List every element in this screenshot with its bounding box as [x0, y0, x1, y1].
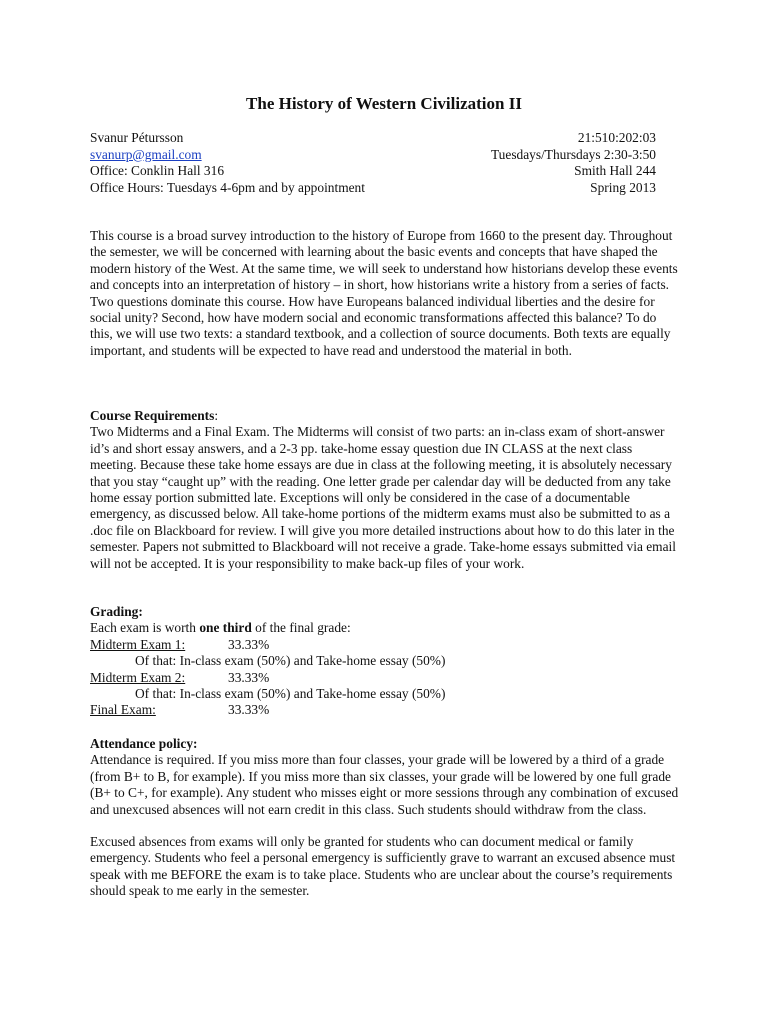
attendance-paragraph: Attendance is required. If you miss more than four classes, your grade will be lowered by a third of a grade (from B+ to B, for example). If you miss more than six classes, your grade will be lowered by one full grade (B+ to C+, for example). Any student who misses eight or more sessions through any combination of excused and unexcused absences will not earn credit in this class. Such students should withdraw from the class.	[90, 752, 679, 817]
grading-intro-bold: one third	[199, 620, 252, 636]
grading-heading: Grading:	[90, 604, 143, 619]
final-exam-value: 33.33%	[228, 702, 270, 718]
requirements-section	[90, 408, 680, 572]
midterm-2-label: Midterm Exam 2:	[90, 669, 186, 685]
office-location: Office: Conklin Hall 316	[90, 163, 225, 178]
instructor-email-link[interactable]: svanurp@gmail.com	[90, 146, 202, 162]
attendance-heading: Attendance policy:	[90, 736, 198, 751]
requirements-heading-colon: :	[214, 408, 219, 423]
office-hours: Office Hours: Tuesdays 4-6pm and by appointment	[90, 179, 365, 195]
grading-intro	[90, 620, 680, 636]
midterm-2-split: Of that: In-class exam (50%) and Take-home essay (50%)	[135, 685, 446, 701]
midterm-2-value: 33.33%	[228, 669, 270, 685]
intro-section	[90, 228, 680, 359]
excused-absence-paragraph: Excused absences from exams will only be granted for students who can document medical or family emergency. Students who feel a personal emergency is sufficiently grave to warrant an excused absence must speak with me BEFORE the exam is to take place. Students who are unclear about the course’s requirements should speak to me early in the semester.	[90, 834, 676, 899]
intro-paragraph: This course is a broad survey introduction to the history of Europe from 1660 to the present day. Throughout the semester, we will be concerned with learning about the basic events and concepts that have shaped the modern history of the West. At the same time, we will seek to understand how historians develop these events and concepts into an interpretation of history – in short, how historians write a history from a series of facts. Two questions dominate this course. How have Europeans balanced individual liberties and the desire for social unity? Second, how have modern social and economic transformations affected this balance? To do this, we will use two texts: a standard textbook, and a collection of source documents. Both texts are equally important, and students will be expected to have read and understood the material in both.	[90, 228, 678, 358]
grade-row-midterm-1	[90, 637, 680, 653]
grading-intro-start: Each exam is worth	[90, 620, 200, 636]
grade-row-final	[90, 702, 680, 718]
term: Spring 2013	[590, 179, 656, 195]
course-number: 21:510:202:03	[577, 130, 656, 145]
course-header	[90, 130, 656, 196]
class-room: Smith Hall 244	[574, 163, 656, 178]
class-schedule: Tuesdays/Thursdays 2:30-3:50	[490, 146, 656, 162]
midterm-1-split: Of that: In-class exam (50%) and Take-home essay (50%)	[135, 653, 446, 669]
final-exam-label: Final Exam:	[90, 702, 156, 718]
document-title: The History of Western Civilization II	[246, 94, 522, 113]
attendance-section	[90, 736, 680, 900]
grading-intro-end: of the final grade:	[251, 620, 351, 636]
requirements-heading: Course Requirements	[90, 408, 215, 423]
grade-row-midterm-2	[90, 670, 680, 686]
requirements-paragraph: Two Midterms and a Final Exam. The Midterms will consist of two parts: an in-class exam of short-answer id’s and short essay answers, and a 2-3 pp. take-home essay question due IN CLASS at the next class meeting. Because these take home essays are due in class at the following meeting, it is absolutely necessary that you stay “caught up” with the reading. One letter grade per calendar day will be deducted from any take home essay portion submitted late. Exceptions will only be considered in the case of a documentable emergency, as discussed below. All take-home portions of the midterm exams must also be submitted to as a .doc file on Blackboard for review. I will give you more detailed instructions about how to do this later in the semester. Papers not submitted to Blackboard will not receive a grade. Take-home essays submitted via email will not be accepted. It is your responsibility to make back-up files of your work.	[90, 424, 676, 571]
instructor-name: Svanur Pétursson	[90, 130, 184, 145]
midterm-1-value: 33.33%	[228, 636, 270, 652]
midterm-1-label: Midterm Exam 1:	[90, 636, 186, 652]
grading-section	[90, 604, 680, 719]
